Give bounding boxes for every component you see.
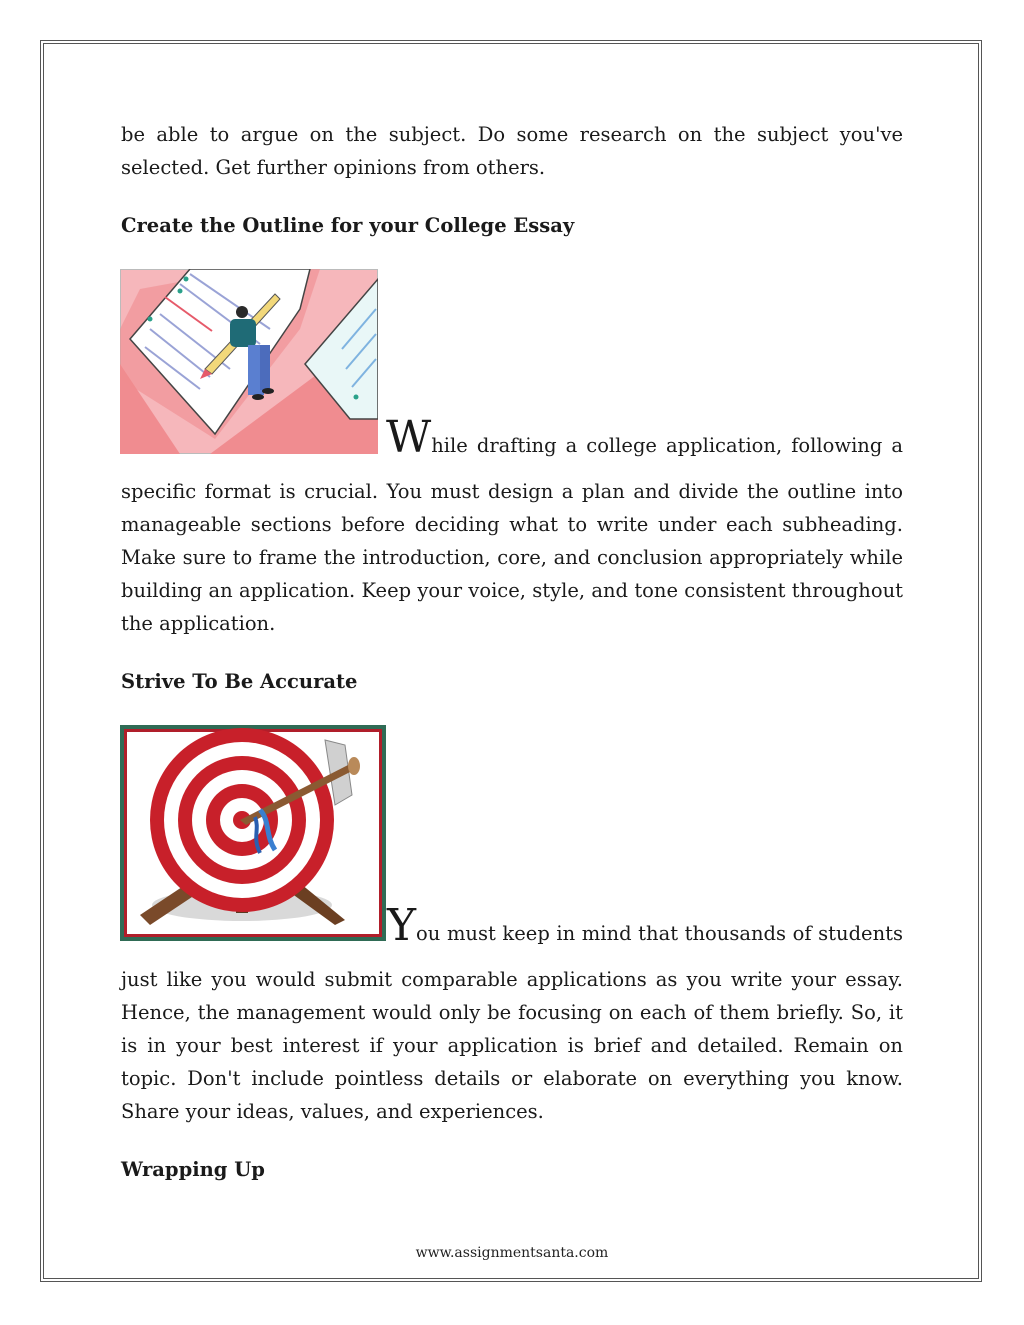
- outline-dropcap: W: [386, 412, 432, 463]
- accurate-dropcap: Y: [387, 900, 417, 951]
- outline-paragraph: specific format is crucial. You must design a plan and divide the outline into manageable sections before deciding what to write under each subheading. Make sure to frame the introduction, core, and conclusion appropriately while building an application. Keep your voice, style, and tone consistent throughout the application.: [121, 480, 903, 635]
- heading-outline: Create the Outline for your College Essay: [121, 214, 575, 237]
- footer-url[interactable]: www.assignmentsanta.com: [415, 1245, 609, 1261]
- heading-accurate: Strive To Be Accurate: [121, 670, 358, 693]
- heading-outline-block: [121, 211, 903, 241]
- accurate-first-line: [387, 900, 903, 954]
- accurate-body-block: [121, 963, 903, 1128]
- heading-accurate-block: [121, 667, 903, 697]
- heading-wrapping-block: [121, 1155, 903, 1185]
- accurate-paragraph: just like you would submit comparable applications as you write your essay. Hence, the management would only be focusing on each of them briefly. So, it is in your best interest if your application is brief and detailed. Remain on topic. Don't include pointless details or elaborate on everything you know. Share your ideas, values, and experiences.: [121, 968, 903, 1123]
- accurate-first-line-text: ou must keep in mind that thousands of students: [416, 922, 903, 945]
- outline-first-line-text: hile drafting a college application, following a: [431, 434, 903, 457]
- outline-first-line: [386, 412, 903, 466]
- heading-wrapping: Wrapping Up: [121, 1158, 265, 1181]
- outline-illustration: [120, 269, 378, 454]
- outline-body-block: [121, 475, 903, 640]
- target-illustration: [120, 725, 386, 941]
- intro-block: [121, 118, 903, 184]
- intro-paragraph: be able to argue on the subject. Do some research on the subject you've selected. Get further opinions from others.: [121, 123, 903, 179]
